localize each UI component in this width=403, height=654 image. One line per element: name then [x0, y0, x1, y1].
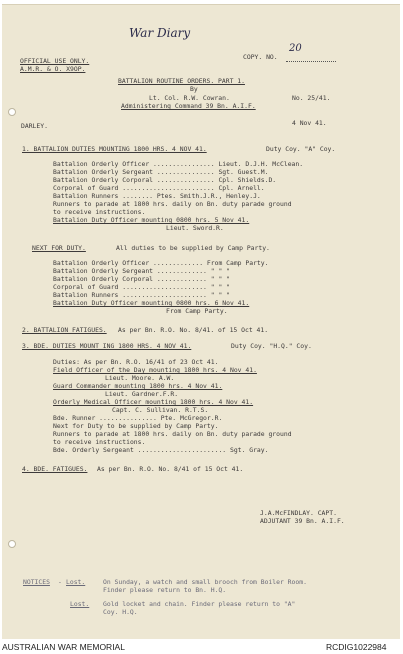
section-1-duty-coy: Duty Coy. "A" Coy. — [266, 145, 336, 153]
lost-2-text-2: Coy. H.Q. — [103, 608, 138, 616]
signature-name: J.A.McFINDLAY. CAPT. — [260, 509, 337, 517]
next-for-duty-line: Next for Duty to be supplied by Camp Party. — [53, 422, 219, 430]
notices-label: NOTICES — [23, 578, 50, 586]
signature-title: ADJUTANT 39 Bn. A.I.F. — [260, 517, 345, 525]
punch-hole — [8, 108, 16, 116]
notices-dash: - — [58, 578, 62, 586]
section-1-heading: 1. BATTALION DUTIES MOUNTING 1800 HRS. 4 NOV 41. — [22, 145, 207, 153]
copy-no-line — [286, 55, 336, 62]
lost-2-label: Lost. — [70, 600, 90, 608]
lost-1-text: On Sunday, a watch and small brooch from Boiler Room. — [103, 578, 307, 586]
guard-commander-line: Guard Commander mounting 1800 hrs. 4 Nov 41. — [53, 382, 223, 390]
section-4-text: As per Bn. R.O. No. 8/41 of 15 Oct 41. — [97, 465, 244, 473]
duty-row: Battalion Orderly Officer ................ Lieut. D.J.H. McClean. — [53, 160, 304, 168]
duty-row: Battalion Orderly Sergeant ............... Sgt. Guest.M. — [53, 168, 269, 176]
next-duty-officer-from: From Camp Party. — [166, 307, 228, 315]
footer-right: RCDIG1022984 — [326, 642, 387, 652]
medical-officer-name: Capt. C. Sullivan. R.T.S. — [112, 406, 209, 414]
field-officer-line: Field Officer of the Day mounting 1800 hrs. 4 Nov 41. — [53, 366, 257, 374]
orders-title: BATTALION ROUTINE ORDERS. PART 1. — [118, 77, 245, 85]
lost-2-text: Gold locket and chain. Finder please return to "A" — [103, 600, 296, 608]
next-for-duty-heading: NEXT FOR DUTY. — [32, 244, 86, 252]
section-3-duty-coy: Duty Coy. "H.Q." Coy. — [231, 342, 312, 350]
next-duty-row: Battalion Orderly Corporal ............. " " " — [53, 275, 230, 283]
copy-no-label: COPY. NO. — [243, 53, 278, 61]
place: DARLEY. — [21, 122, 48, 130]
duty-row: Battalion Orderly Corporal ............... Cpl. Shields.D. — [53, 176, 277, 184]
bde-runner-line: Bde. Runner ............... Pte. McGregor.R. — [53, 414, 223, 422]
duty-row: Battalion Runners ........ Ptes. Smith.J.R., Henley.J. — [53, 192, 261, 200]
archive-footer — [0, 639, 403, 654]
bde-duties-line: Duties: As per Bn. R.O. 16/41 of 23 Oct 41. — [53, 358, 219, 366]
orderly-sergeant-line: Bde. Orderly Sergeant ....................... Sgt. Gray. — [53, 446, 269, 454]
runners-parade-line: Runners to parade at 1800 hrs. daily on Bn. duty parade ground — [53, 430, 292, 438]
orders-officer: Lt. Col. R.W. Cowran. — [149, 94, 230, 102]
next-duty-row: Corporal of Guard ...................... " " " — [53, 283, 230, 291]
document-page — [2, 4, 400, 639]
duty-row: Runners to parade at 1800 hrs. daily on Bn. duty parade ground — [53, 200, 292, 208]
field-officer-name: Lieut. Moore. A.W. — [105, 374, 175, 382]
lost-1-label: Lost. — [66, 578, 86, 586]
medical-officer-line: Orderly Medical Officer mounting 1800 hrs. 4 Nov 41. — [53, 398, 254, 406]
official-use-line: OFFICIAL USE ONLY. — [20, 57, 90, 65]
duty-row: Corporal of Guard ........................ Cpl. Arnell. — [53, 184, 265, 192]
next-duty-row: Battalion Runners ...................... " " " — [53, 291, 230, 299]
order-number: No. 25/41. — [292, 94, 331, 102]
handwritten-title: War Diary — [129, 26, 191, 40]
duty-officer-name: Lieut. Sword.R. — [166, 224, 224, 232]
next-duty-officer-line: Battalion Duty Officer mounting 0800 hrs. 6 Nov 41. — [53, 299, 250, 307]
orders-by: By — [190, 85, 198, 93]
guard-commander-name: Lieut. Gardner.F.R. — [105, 390, 179, 398]
punch-hole — [8, 540, 16, 548]
footer-left: AUSTRALIAN WAR MEMORIAL — [2, 642, 125, 652]
duty-row: to receive instructions. — [53, 208, 146, 216]
section-4-heading: 4. BDE. FATIGUES. — [22, 465, 88, 473]
lost-1-text-2: Finder please return to Bn. H.Q. — [103, 586, 227, 594]
section-2-text: As per Bn. R.O. No. 8/41. of 15 Oct 41. — [118, 326, 269, 334]
date: 4 Nov 41. — [292, 119, 327, 127]
duty-officer-line: Battalion Duty Officer mounting 0800 hrs. 5 Nov 41. — [53, 216, 250, 224]
official-ref-line: A.M.R. & O. X9OP. — [20, 65, 86, 73]
next-duty-row: Battalion Orderly Sergeant ............. " " " — [53, 267, 230, 275]
instructions-line: to receive instructions. — [53, 438, 146, 446]
section-3-heading: 3. BDE. DUTIES MOUNT ING 1800 HRS. 4 NOV 41. — [22, 342, 192, 350]
copy-no-value: 20 — [289, 43, 302, 54]
section-2-heading: 2. BATTALION FATIGUES. — [22, 326, 107, 334]
next-for-duty-text: All duties to be supplied by Camp Party. — [116, 244, 270, 252]
administering-command: Administering Command 39 Bn. A.I.F. — [121, 102, 256, 110]
next-duty-row: Battalion Orderly Officer ............. From Camp Party. — [53, 259, 269, 267]
